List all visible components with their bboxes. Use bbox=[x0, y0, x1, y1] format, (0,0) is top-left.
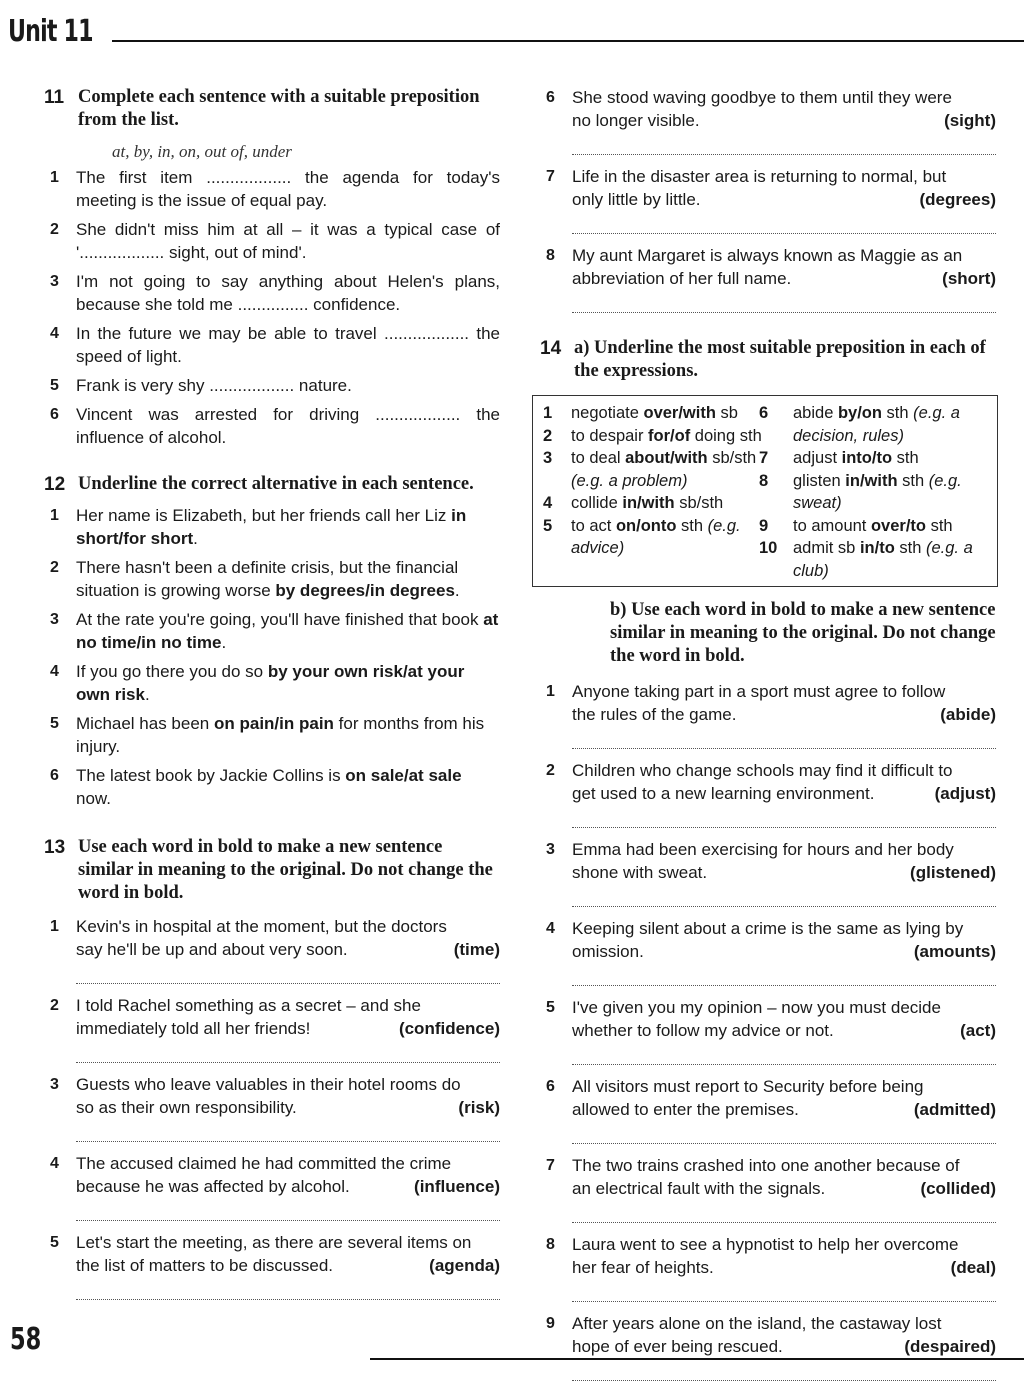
exercise-instruction: Underline the correct alternative in each sentence. bbox=[78, 474, 474, 494]
answer-line[interactable] bbox=[572, 1129, 996, 1144]
item-number: 3 bbox=[50, 1076, 59, 1093]
item-number: 8 bbox=[546, 247, 555, 264]
transformation-item bbox=[44, 1231, 500, 1300]
keyword: (act) bbox=[960, 1021, 996, 1040]
exercise-item bbox=[44, 504, 500, 550]
sentence-line: Kevin's in hospital at the moment, but the doctors bbox=[76, 917, 447, 936]
item-number: 7 bbox=[546, 168, 555, 185]
transformation-item bbox=[540, 86, 996, 155]
item-number: 7 bbox=[759, 449, 769, 467]
item-number: 5 bbox=[546, 999, 555, 1016]
sentence-line: All visitors must report to Security before being bbox=[572, 1077, 924, 1096]
sentence-line-with-keyword bbox=[572, 1256, 996, 1279]
footer-rule bbox=[370, 1358, 1024, 1360]
sentence-line: hope of ever being rescued. bbox=[572, 1337, 783, 1356]
expression-text: collide in/with sb/sth bbox=[571, 494, 724, 512]
sentence-line-with-keyword bbox=[572, 267, 996, 290]
exercise-14b-items bbox=[540, 680, 996, 1381]
sentence-line: Life in the disaster area is returning to normal, but bbox=[572, 167, 947, 186]
item-number: 1 bbox=[50, 169, 59, 186]
sentence-line-with-keyword bbox=[572, 940, 996, 963]
item-text: Frank is very shy .................. nature. bbox=[76, 376, 352, 395]
keyword: (glistened) bbox=[910, 863, 996, 882]
expressions-right-column bbox=[759, 402, 985, 582]
exercise-item bbox=[44, 660, 500, 706]
left-column bbox=[44, 86, 500, 1310]
keyword: (agenda) bbox=[429, 1256, 500, 1275]
answer-line[interactable] bbox=[572, 140, 996, 155]
item-number: 7 bbox=[546, 1157, 555, 1174]
expressions-table bbox=[532, 395, 998, 587]
item-number: 5 bbox=[50, 377, 59, 394]
sentence-line-with-keyword bbox=[572, 1335, 996, 1358]
sentence-line: no longer visible. bbox=[572, 111, 700, 130]
sentence-line-with-keyword bbox=[572, 1019, 996, 1042]
expression-row bbox=[541, 447, 763, 492]
sentence-line: She stood waving goodbye to them until they were bbox=[572, 88, 952, 107]
item-number: 3 bbox=[543, 449, 553, 467]
exercise-number: 12 bbox=[44, 474, 66, 495]
sentence-line-with-keyword bbox=[572, 782, 996, 805]
item-text: I'm not going to say anything about Helen's plans, because she told me ............... confidence. bbox=[76, 272, 500, 314]
item-text: She didn't miss him at all – it was a typical case of '.................. sight, out of mind'. bbox=[76, 220, 500, 262]
exercise-item bbox=[44, 608, 500, 654]
sentence-line: My aunt Margaret is always known as Maggie as an bbox=[572, 246, 963, 265]
expression-text: glisten in/with sth (e.g. sweat) bbox=[793, 471, 962, 512]
item-text: . bbox=[454, 581, 460, 600]
expressions-left-column bbox=[541, 402, 763, 582]
answer-line[interactable] bbox=[76, 1048, 500, 1063]
transformation-item bbox=[44, 915, 500, 984]
sentence-line: I told Rachel something as a secret – and she bbox=[76, 996, 421, 1015]
sentence-line: Emma had been exercising for hours and her body bbox=[572, 840, 954, 859]
expression-text: abide by/on sth (e.g. a decision, rules) bbox=[793, 404, 960, 445]
keyword: (abide) bbox=[940, 705, 996, 724]
sentence-line-with-keyword bbox=[76, 1175, 500, 1198]
answer-line[interactable] bbox=[572, 1050, 996, 1065]
sentence-line-with-keyword bbox=[572, 861, 996, 884]
item-text: There hasn't been a definite crisis, but the financial situation is growing worse bbox=[76, 558, 459, 600]
item-text: . bbox=[144, 685, 150, 704]
item-text: At the rate you're going, you'll have finished that book bbox=[76, 610, 484, 629]
sentence-line: Let's start the meeting, as there are several items on bbox=[76, 1233, 472, 1252]
item-number: 4 bbox=[543, 494, 553, 512]
item-text: Her name is Elizabeth, but her friends call her Liz bbox=[76, 506, 452, 525]
expression-row bbox=[759, 447, 985, 470]
item-number: 5 bbox=[50, 1234, 59, 1251]
expression-row bbox=[759, 402, 985, 447]
transformation-item bbox=[540, 996, 996, 1065]
item-number: 2 bbox=[50, 221, 59, 238]
answer-line[interactable] bbox=[76, 1127, 500, 1142]
item-number: 3 bbox=[50, 273, 59, 290]
answer-line[interactable] bbox=[572, 219, 996, 234]
transformation-item bbox=[44, 994, 500, 1063]
item-number: 3 bbox=[50, 611, 59, 628]
item-text: If you go there you do so bbox=[76, 662, 268, 681]
sentence-line-with-keyword bbox=[572, 703, 996, 726]
sentence-line-with-keyword bbox=[572, 109, 996, 132]
alternatives: by your own risk/at your own risk bbox=[76, 662, 465, 704]
expression-row bbox=[759, 537, 985, 582]
transformation-item bbox=[540, 680, 996, 749]
expression-row bbox=[541, 492, 763, 515]
exercise-item bbox=[44, 556, 500, 602]
item-number: 4 bbox=[50, 663, 59, 680]
sentence-line: the rules of the game. bbox=[572, 705, 737, 724]
exercise-number: 13 bbox=[44, 837, 66, 858]
item-number: 6 bbox=[50, 767, 59, 784]
exercise-item bbox=[44, 403, 500, 449]
expression-text: to act on/onto sth (e.g. advice) bbox=[571, 516, 741, 557]
exercise-item bbox=[44, 712, 500, 758]
sentence-line-with-keyword bbox=[572, 1177, 996, 1200]
item-text: Michael has been bbox=[76, 714, 214, 733]
keyword: (risk) bbox=[458, 1098, 500, 1117]
expression-text: negotiate over/with sb bbox=[571, 404, 738, 422]
item-text: now. bbox=[76, 789, 111, 808]
sentence-line: get used to a new learning environment. bbox=[572, 784, 875, 803]
sentence-line: Guests who leave valuables in their hotel rooms do bbox=[76, 1075, 461, 1094]
item-number: 6 bbox=[546, 89, 555, 106]
transformation-item bbox=[44, 1152, 500, 1221]
answer-line[interactable] bbox=[76, 1206, 500, 1221]
exercise-item bbox=[44, 218, 500, 264]
expression-text: adjust into/to sth bbox=[793, 449, 919, 467]
item-number: 1 bbox=[50, 918, 59, 935]
item-number: 1 bbox=[543, 404, 553, 422]
sentence-line: the list of matters to be discussed. bbox=[76, 1256, 334, 1275]
item-number: 9 bbox=[546, 1315, 555, 1332]
item-number: 1 bbox=[546, 683, 555, 700]
alternatives: on sale/at sale bbox=[345, 766, 462, 785]
alternatives: on pain/in pain bbox=[213, 714, 334, 733]
keyword: (despaired) bbox=[904, 1337, 996, 1356]
sentence-line: whether to follow my advice or not. bbox=[572, 1021, 834, 1040]
expression-text: to despair for/of doing sth bbox=[571, 426, 762, 445]
sentence-line: because he was affected by alcohol. bbox=[76, 1177, 350, 1196]
alternatives: at no time/in no time bbox=[76, 610, 499, 652]
sentence-line: only little by little. bbox=[572, 190, 701, 209]
expression-text: admit sb in/to sth (e.g. a club) bbox=[793, 539, 973, 580]
answer-line[interactable] bbox=[572, 734, 996, 749]
transformation-item bbox=[540, 165, 996, 234]
exercise-13-items bbox=[44, 915, 500, 1300]
exercise-number: 11 bbox=[44, 87, 65, 108]
sentence-line-with-keyword bbox=[76, 938, 500, 961]
sentence-line: shone with sweat. bbox=[572, 863, 708, 882]
expression-row bbox=[759, 515, 985, 538]
item-number: 5 bbox=[50, 715, 59, 732]
exercise-14b-heading bbox=[540, 599, 996, 668]
exercise-number: 14 bbox=[540, 338, 562, 359]
item-number: 9 bbox=[759, 516, 769, 535]
expression-row bbox=[541, 425, 763, 448]
item-text: The latest book by Jackie Collins is bbox=[76, 766, 346, 785]
sentence-line-with-keyword bbox=[572, 1098, 996, 1121]
answer-line[interactable] bbox=[76, 1285, 500, 1300]
answer-line[interactable] bbox=[572, 298, 996, 313]
exercise-14a-heading bbox=[540, 337, 996, 383]
answer-line[interactable] bbox=[572, 813, 996, 828]
sentence-line: The two trains crashed into one another because of bbox=[572, 1156, 960, 1175]
keyword: (amounts) bbox=[913, 942, 996, 961]
expression-row bbox=[541, 402, 763, 425]
keyword: (collided) bbox=[920, 1179, 996, 1198]
item-number: 3 bbox=[546, 841, 555, 858]
item-number: 4 bbox=[50, 325, 59, 342]
exercise-item bbox=[44, 270, 500, 316]
sentence-line: After years alone on the island, the castaway lost bbox=[572, 1314, 942, 1333]
exercise-instruction: Complete each sentence with a suitable preposition from the list. bbox=[78, 87, 480, 130]
page-number: 58 bbox=[10, 1322, 42, 1357]
keyword: (sight) bbox=[944, 111, 996, 130]
answer-line[interactable] bbox=[572, 1287, 996, 1302]
exercise-item bbox=[44, 322, 500, 368]
sentence-line: so as their own responsibility. bbox=[76, 1098, 297, 1117]
sentence-line: immediately told all her friends! bbox=[76, 1019, 311, 1038]
sentence-line: omission. bbox=[572, 942, 644, 961]
sentence-line: Anyone taking part in a sport must agree to follow bbox=[572, 682, 946, 701]
exercise-13-heading bbox=[44, 836, 500, 905]
exercise-instruction: a) Underline the most suitable preposition in each of the expressions. bbox=[574, 338, 986, 381]
answer-line[interactable] bbox=[76, 969, 500, 984]
answer-line[interactable] bbox=[572, 1208, 996, 1223]
sentence-line: Keeping silent about a crime is the same as lying by bbox=[572, 919, 964, 938]
sentence-line: her fear of heights. bbox=[572, 1258, 714, 1277]
item-number: 4 bbox=[50, 1155, 59, 1172]
item-number: 8 bbox=[546, 1236, 555, 1253]
sentence-line: allowed to enter the premises. bbox=[572, 1100, 799, 1119]
exercise-item bbox=[44, 764, 500, 810]
transformation-item bbox=[540, 1154, 996, 1223]
sentence-line-with-keyword bbox=[572, 188, 996, 211]
sentence-line: an electrical fault with the signals. bbox=[572, 1179, 826, 1198]
keyword: (confidence) bbox=[398, 1019, 500, 1038]
item-text: Vincent was arrested for driving .................. the influence of alcohol. bbox=[76, 405, 500, 447]
item-number: 2 bbox=[50, 559, 59, 576]
exercise-12-items bbox=[44, 504, 500, 810]
exercise-instruction: b) Use each word in bold to make a new sentence similar in meaning to the original. Do not change the word in bold. bbox=[610, 600, 996, 666]
sentence-line-with-keyword bbox=[76, 1096, 500, 1119]
transformation-item bbox=[44, 1073, 500, 1142]
exercise-12-heading bbox=[44, 473, 500, 496]
transformation-item bbox=[540, 1312, 996, 1381]
sentence-line: I've given you my opinion – now you must decide bbox=[572, 998, 941, 1017]
answer-line[interactable] bbox=[572, 971, 996, 986]
exercise-item bbox=[44, 166, 500, 212]
item-number: 8 bbox=[759, 471, 769, 490]
sentence-line-with-keyword bbox=[76, 1017, 500, 1040]
sentence-line: Laura went to see a hypnotist to help her overcome bbox=[572, 1235, 959, 1254]
item-number: 10 bbox=[759, 539, 778, 557]
item-number: 2 bbox=[546, 762, 555, 779]
transformation-item bbox=[540, 244, 996, 313]
exercise-13-continued-items bbox=[540, 86, 996, 313]
item-number: 2 bbox=[50, 997, 59, 1014]
expression-text: to deal about/with sb/sth (e.g. a problem) bbox=[571, 449, 757, 490]
item-text: The first item .................. the agenda for today's meeting is the issue of equal pay. bbox=[76, 168, 500, 210]
item-number: 2 bbox=[543, 426, 553, 445]
unit-title: Unit 11 bbox=[8, 14, 93, 49]
alternatives: by degrees/in degrees bbox=[275, 581, 455, 600]
sentence-line: say he'll be up and about very soon. bbox=[76, 940, 348, 959]
item-number: 6 bbox=[546, 1078, 555, 1095]
sentence-line: abbreviation of her full name. bbox=[572, 269, 792, 288]
keyword: (influence) bbox=[414, 1177, 500, 1196]
exercise-item bbox=[44, 374, 500, 397]
expression-row bbox=[541, 515, 763, 560]
exercise-instruction: Use each word in bold to make a new sentence similar in meaning to the original. Do not change the word in bold. bbox=[78, 837, 493, 903]
answer-line[interactable] bbox=[572, 892, 996, 907]
keyword: (adjust) bbox=[934, 784, 996, 803]
item-number: 4 bbox=[546, 920, 555, 937]
keyword: (time) bbox=[453, 940, 500, 959]
item-number: 5 bbox=[543, 516, 553, 535]
transformation-item bbox=[540, 838, 996, 907]
keyword: (admitted) bbox=[913, 1100, 996, 1119]
transformation-item bbox=[540, 917, 996, 986]
item-text: . bbox=[221, 633, 227, 652]
sentence-line-with-keyword bbox=[76, 1254, 500, 1277]
alternatives: in short/for short bbox=[76, 506, 467, 548]
header-rule bbox=[112, 40, 1024, 42]
item-text: . bbox=[193, 529, 198, 548]
item-number: 1 bbox=[50, 507, 59, 524]
item-number: 6 bbox=[759, 404, 769, 422]
transformation-item bbox=[540, 1233, 996, 1302]
transformation-item bbox=[540, 759, 996, 828]
exercise-11-heading bbox=[44, 86, 500, 132]
expression-text: to amount over/to sth bbox=[793, 516, 953, 535]
expression-row bbox=[759, 470, 985, 515]
transformation-item bbox=[540, 1075, 996, 1144]
right-column bbox=[540, 86, 996, 1391]
item-text: In the future we may be able to travel .................. the speed of light. bbox=[76, 324, 500, 366]
exercise-11-items bbox=[44, 166, 500, 449]
keyword: (degrees) bbox=[919, 190, 996, 209]
keyword: (deal) bbox=[950, 1258, 996, 1277]
keyword: (short) bbox=[942, 269, 996, 288]
sentence-line: Children who change schools may find it difficult to bbox=[572, 761, 953, 780]
item-number: 6 bbox=[50, 406, 59, 423]
item-text: for months from his injury. bbox=[76, 714, 485, 756]
sentence-line: The accused claimed he had committed the crime bbox=[76, 1154, 452, 1173]
preposition-list: at, by, in, on, out of, under bbox=[112, 142, 292, 161]
